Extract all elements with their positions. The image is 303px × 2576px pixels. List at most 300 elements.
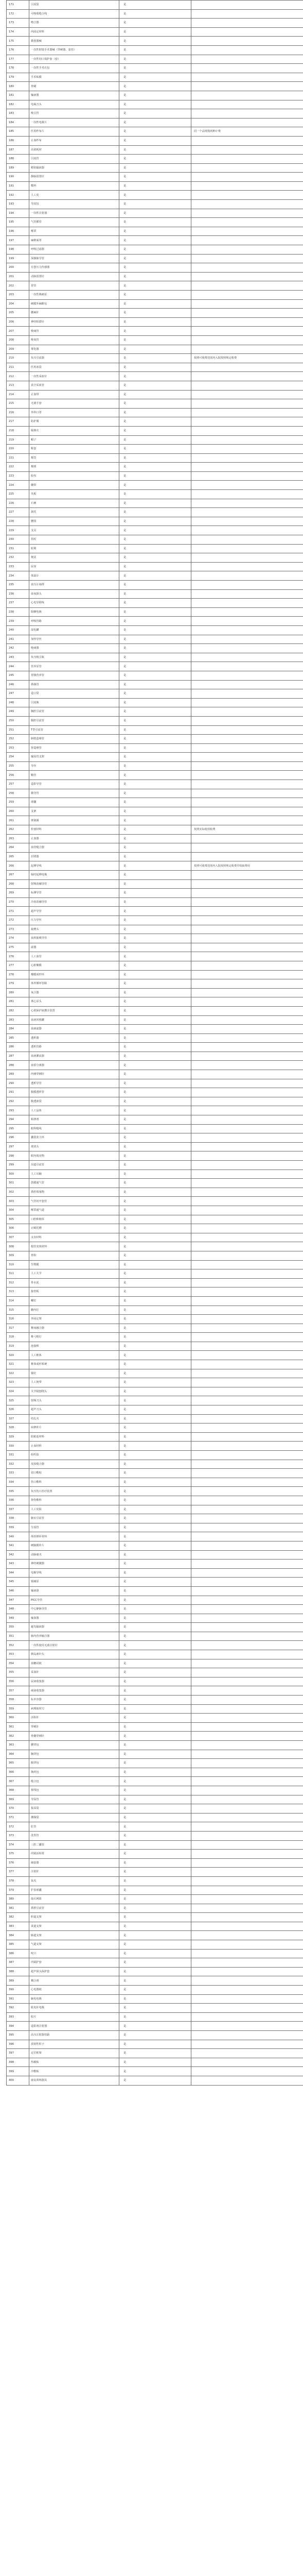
item-name: 造影剂注射器 <box>29 2022 119 2031</box>
item-name: 三腔二囊管 <box>29 1840 119 1850</box>
row-note <box>191 91 303 100</box>
row-number: 183 <box>7 109 29 118</box>
row-number: 299 <box>7 1161 29 1170</box>
item-name: 透析管路 <box>29 1043 119 1052</box>
row-number: 255 <box>7 761 29 771</box>
item-name: 帽子 <box>29 435 119 445</box>
row-note <box>191 1333 303 1342</box>
charge-flag: 是 <box>119 689 191 699</box>
table-row <box>7 599 303 608</box>
charge-flag: 是 <box>119 1070 191 1079</box>
charge-flag: 是 <box>119 707 191 717</box>
item-name: 雾化器 <box>29 345 119 354</box>
row-number: 254 <box>7 753 29 762</box>
table-row <box>7 499 303 508</box>
charge-flag: 是 <box>119 426 191 435</box>
item-name: 病理取材刀 <box>29 1704 119 1714</box>
charge-flag: 是 <box>119 1904 191 1913</box>
table-row <box>7 254 303 263</box>
table-row <box>7 1324 303 1333</box>
row-note <box>191 1015 303 1025</box>
row-number: 375 <box>7 1850 29 1859</box>
table-row <box>7 2040 303 2049</box>
row-number: 209 <box>7 345 29 354</box>
item-name: 胶片 <box>29 2012 119 2022</box>
item-name: 根管充填材料 <box>29 1242 119 1251</box>
charge-flag: 是 <box>119 1596 191 1605</box>
item-name: 人工韧带 <box>29 1378 119 1387</box>
item-name: 耦合剂 <box>29 1976 119 1986</box>
row-number: 343 <box>7 1560 29 1569</box>
table-row <box>7 771 303 780</box>
charge-flag: 是 <box>119 1704 191 1714</box>
row-number: 338 <box>7 1514 29 1523</box>
table-row <box>7 281 303 291</box>
row-number: 282 <box>7 1006 29 1015</box>
item-name: 螺钉 <box>29 1296 119 1306</box>
table-row <box>7 82 303 91</box>
row-note <box>191 1088 303 1097</box>
row-number: 377 <box>7 1868 29 1877</box>
row-note <box>191 1514 303 1523</box>
row-note <box>191 2004 303 2013</box>
table-row <box>7 1106 303 1115</box>
item-name: 超声导管 <box>29 907 119 916</box>
item-name: 泪道引流管 <box>29 1161 119 1170</box>
charge-flag: 是 <box>119 1958 191 1968</box>
item-name: 圈套器 <box>29 1858 119 1868</box>
charge-flag: 是 <box>119 753 191 762</box>
table-row <box>7 73 303 82</box>
table-row <box>7 1994 303 2004</box>
row-number: 216 <box>7 408 29 417</box>
table-row <box>7 345 303 354</box>
table-row <box>7 625 303 635</box>
table-row <box>7 581 303 590</box>
row-note <box>191 309 303 318</box>
row-note <box>191 19 303 28</box>
row-number: 373 <box>7 1831 29 1840</box>
table-row <box>7 662 303 671</box>
charge-flag: 是 <box>119 1460 191 1469</box>
item-name: 胃肠营养管 <box>29 671 119 680</box>
item-name: 钛夹 <box>29 1876 119 1886</box>
item-name: 脑电电极 <box>29 1994 119 2004</box>
row-note <box>191 1704 303 1714</box>
table-row <box>7 236 303 245</box>
charge-flag: 是 <box>119 1632 191 1641</box>
item-name: 心电导联线 <box>29 599 119 608</box>
table-row <box>7 1033 303 1043</box>
charge-flag: 是 <box>119 263 191 273</box>
row-number: 270 <box>7 897 29 907</box>
item-name: 尿壶 <box>29 562 119 571</box>
row-note <box>191 1097 303 1106</box>
table-row <box>7 1596 303 1605</box>
row-note <box>191 363 303 372</box>
charge-flag: 是 <box>119 191 191 200</box>
table-row <box>7 481 303 490</box>
charge-flag: 是 <box>119 861 191 871</box>
charge-flag: 是 <box>119 2004 191 2013</box>
row-note <box>191 445 303 454</box>
charge-flag: 是 <box>119 1451 191 1460</box>
table-row <box>7 1333 303 1342</box>
item-name: 麻醉面罩 <box>29 236 119 245</box>
charge-flag: 是 <box>119 1015 191 1025</box>
charge-flag: 是 <box>119 299 191 309</box>
row-number: 187 <box>7 145 29 155</box>
table-row <box>7 1478 303 1487</box>
row-note <box>191 1414 303 1423</box>
table-row <box>7 897 303 907</box>
item-name: 深静脉导管 <box>29 254 119 263</box>
row-number: 190 <box>7 173 29 182</box>
row-number: 357 <box>7 1686 29 1696</box>
item-name: 离心泵头 <box>29 997 119 1007</box>
table-row <box>7 825 303 835</box>
row-number: 276 <box>7 952 29 961</box>
charge-flag: 是 <box>119 445 191 454</box>
charge-flag: 是 <box>119 1541 191 1550</box>
charge-flag: 是 <box>119 997 191 1007</box>
item-name: 骨水泥 <box>29 1278 119 1287</box>
charge-flag: 是 <box>119 1206 191 1215</box>
charge-flag: 是 <box>119 1913 191 1922</box>
table-row <box>7 45 303 55</box>
row-note <box>191 263 303 273</box>
table-row <box>7 181 303 191</box>
item-name: 外固定架 <box>29 1315 119 1324</box>
row-number: 398 <box>7 2058 29 2067</box>
table-row <box>7 934 303 943</box>
row-number: 283 <box>7 1015 29 1025</box>
row-number: 372 <box>7 1822 29 1832</box>
row-number: 290 <box>7 1079 29 1088</box>
charge-flag: 是 <box>119 1813 191 1822</box>
row-number: 224 <box>7 481 29 490</box>
row-number: 353 <box>7 1650 29 1659</box>
table-row <box>7 335 303 345</box>
item-name: 高压注射器管路 <box>29 2031 119 2040</box>
table-row <box>7 979 303 989</box>
row-number: 221 <box>7 453 29 463</box>
item-name: 引流瓶 <box>29 698 119 707</box>
row-note <box>191 1079 303 1088</box>
table-row <box>7 1958 303 1968</box>
row-number: 225 <box>7 490 29 499</box>
row-note <box>191 1124 303 1133</box>
item-name: 有创压力传感器 <box>29 263 119 273</box>
row-number: 317 <box>7 1324 29 1333</box>
charge-flag: 是 <box>119 743 191 753</box>
item-name: 球囊 <box>29 798 119 807</box>
item-name: 瓣膜成形环 <box>29 970 119 979</box>
table-row <box>7 1677 303 1686</box>
item-name: 临时起搏电极 <box>29 871 119 880</box>
row-number: 302 <box>7 1188 29 1197</box>
row-note <box>191 1750 303 1759</box>
charge-flag: 是 <box>119 1025 191 1034</box>
item-name: 血管缝合器 <box>29 843 119 853</box>
charge-flag: 是 <box>119 372 191 381</box>
row-note <box>191 490 303 499</box>
item-name: 输血器 <box>29 1614 119 1623</box>
table-row <box>7 1469 303 1478</box>
table-row <box>7 997 303 1007</box>
table-body <box>7 1 303 2086</box>
charge-flag: 是 <box>119 73 191 82</box>
item-name: 连接棒 <box>29 1342 119 1351</box>
table-row <box>7 861 303 871</box>
table-row <box>7 109 303 118</box>
row-note <box>191 145 303 155</box>
row-number: 207 <box>7 327 29 336</box>
charge-flag: 是 <box>119 100 191 109</box>
row-note <box>191 317 303 327</box>
row-note <box>191 761 303 771</box>
table-row <box>7 1342 303 1351</box>
charge-flag: 是 <box>119 1976 191 1986</box>
row-number: 304 <box>7 1206 29 1215</box>
table-row <box>7 1722 303 1732</box>
charge-flag: 是 <box>119 345 191 354</box>
item-name: 椎体成形系统 <box>29 1360 119 1369</box>
row-number: 232 <box>7 553 29 563</box>
charge-flag: 是 <box>119 1278 191 1287</box>
row-number: 227 <box>7 508 29 517</box>
row-number: 333 <box>7 1469 29 1478</box>
row-number: 208 <box>7 335 29 345</box>
row-note <box>191 1025 303 1034</box>
row-number: 318 <box>7 1333 29 1342</box>
row-number: 226 <box>7 499 29 508</box>
row-note <box>191 1188 303 1197</box>
table-row <box>7 680 303 689</box>
table-row <box>7 1759 303 1768</box>
item-name: 弹簧圈 <box>29 816 119 825</box>
table-row <box>7 1405 303 1415</box>
charge-flag: 是 <box>119 118 191 127</box>
row-number: 186 <box>7 136 29 145</box>
table-row <box>7 789 303 798</box>
item-name: 标本容器 <box>29 1696 119 1705</box>
item-name: 防护服 <box>29 417 119 427</box>
row-note <box>191 1496 303 1505</box>
charge-flag: 是 <box>119 463 191 472</box>
table-row <box>7 27 303 37</box>
charge-flag: 是 <box>119 1088 191 1097</box>
row-note <box>191 571 303 581</box>
row-number: 366 <box>7 1768 29 1777</box>
table-row <box>7 707 303 717</box>
charge-flag: 是 <box>119 1387 191 1396</box>
row-number: 303 <box>7 1197 29 1206</box>
item-name: 防粘连材料 <box>29 1432 119 1442</box>
row-note <box>191 1677 303 1686</box>
row-note <box>191 1532 303 1541</box>
table-row <box>7 1260 303 1269</box>
row-number: 228 <box>7 517 29 526</box>
row-note <box>191 1641 303 1650</box>
row-note <box>191 526 303 535</box>
row-note <box>191 879 303 889</box>
table-row <box>7 471 303 481</box>
table-row <box>7 1387 303 1396</box>
row-number: 288 <box>7 1061 29 1070</box>
charge-flag: 是 <box>119 1188 191 1197</box>
table-row <box>7 55 303 64</box>
row-number: 264 <box>7 843 29 853</box>
row-number: 360 <box>7 1714 29 1723</box>
item-name: 拆线包 <box>29 1786 119 1795</box>
row-number: 356 <box>7 1677 29 1686</box>
row-note <box>191 100 303 109</box>
table-row <box>7 1179 303 1188</box>
row-number: 279 <box>7 979 29 989</box>
item-name: T型引流管 <box>29 725 119 735</box>
row-note <box>191 236 303 245</box>
item-name: 输液器 <box>29 91 119 100</box>
row-note <box>191 1741 303 1750</box>
table-row <box>7 309 303 318</box>
charge-flag: 是 <box>119 680 191 689</box>
table-row <box>7 1442 303 1451</box>
item-name: 心电图纸 <box>29 1986 119 1995</box>
row-number: 185 <box>7 127 29 137</box>
table-row <box>7 1876 303 1886</box>
charge-flag: 是 <box>119 1668 191 1677</box>
charge-flag: 是 <box>119 1442 191 1451</box>
row-note <box>191 1650 303 1659</box>
table-row <box>7 943 303 952</box>
table-row <box>7 490 303 499</box>
item-name: 可吸收缝合线 <box>29 9 119 19</box>
row-number: 326 <box>7 1405 29 1415</box>
row-number: 316 <box>7 1315 29 1324</box>
charge-flag: 是 <box>119 1179 191 1188</box>
row-note <box>191 834 303 843</box>
row-note <box>191 1759 303 1768</box>
row-number: 233 <box>7 562 29 571</box>
row-number: 294 <box>7 1115 29 1125</box>
item-name: 夹板 <box>29 490 119 499</box>
item-name: 超声刀头 <box>29 1405 119 1415</box>
charge-flag: 是 <box>119 1033 191 1043</box>
charge-flag: 是 <box>119 91 191 100</box>
row-number: 345 <box>7 1578 29 1587</box>
row-note <box>191 607 303 617</box>
item-name: 内镜护套 <box>29 1958 119 1968</box>
row-note <box>191 1560 303 1569</box>
item-name: 灌肠袋 <box>29 1813 119 1822</box>
charge-flag: 是 <box>119 988 191 997</box>
charge-flag: 是 <box>119 1850 191 1859</box>
charge-flag: 是 <box>119 1922 191 1931</box>
table-row <box>7 852 303 861</box>
item-name: 注射针 <box>29 1868 119 1877</box>
charge-flag: 是 <box>119 1115 191 1125</box>
item-name: 脑室引流管 <box>29 1514 119 1523</box>
charge-flag: 是 <box>119 517 191 526</box>
row-number: 355 <box>7 1668 29 1677</box>
charge-flag: 是 <box>119 1686 191 1696</box>
item-name: 医用冰袋 <box>29 363 119 372</box>
row-number: 261 <box>7 816 29 825</box>
row-number: 174 <box>7 27 29 37</box>
charge-flag: 是 <box>119 589 191 599</box>
charge-flag: 是 <box>119 1940 191 1950</box>
item-name: 除颤电极 <box>29 607 119 617</box>
item-name: 氧合器 <box>29 988 119 997</box>
charge-flag: 是 <box>119 1360 191 1369</box>
row-note <box>191 1850 303 1859</box>
row-note <box>191 399 303 409</box>
item-name: 眼科缝线 <box>29 1124 119 1133</box>
row-note <box>191 1369 303 1378</box>
table-row <box>7 1623 303 1632</box>
charge-flag: 是 <box>119 317 191 327</box>
charge-flag: 是 <box>119 1369 191 1378</box>
row-note <box>191 1686 303 1696</box>
row-number: 222 <box>7 463 29 472</box>
item-name: 鞘管 <box>29 771 119 780</box>
table-row <box>7 1578 303 1587</box>
row-note <box>191 73 303 82</box>
row-note <box>191 997 303 1007</box>
row-number: 215 <box>7 399 29 409</box>
item-name: 支具 <box>29 526 119 535</box>
item-name: 静脉留置针 <box>29 173 119 182</box>
charge-flag: 是 <box>119 1233 191 1242</box>
row-number: 309 <box>7 1251 29 1260</box>
row-number: 172 <box>7 9 29 19</box>
row-note <box>191 191 303 200</box>
row-number: 331 <box>7 1451 29 1460</box>
row-note <box>191 1623 303 1632</box>
table-row <box>7 1306 303 1315</box>
row-number: 248 <box>7 698 29 707</box>
charge-flag: 是 <box>119 173 191 182</box>
row-note <box>191 291 303 300</box>
charge-flag: 是 <box>119 381 191 390</box>
item-name: 洗胃管 <box>29 1831 119 1840</box>
row-number: 192 <box>7 191 29 200</box>
item-name: 椎间融合器 <box>29 1324 119 1333</box>
charge-flag: 是 <box>119 399 191 409</box>
charge-flag: 是 <box>119 925 191 934</box>
item-name: 冷敷贴 <box>29 2067 119 2076</box>
row-number: 301 <box>7 1179 29 1188</box>
row-note <box>191 671 303 680</box>
row-number: 204 <box>7 299 29 309</box>
table-row <box>7 2058 303 2067</box>
row-number: 249 <box>7 707 29 717</box>
row-number: 253 <box>7 743 29 753</box>
row-number: 323 <box>7 1378 29 1387</box>
row-note <box>191 1278 303 1287</box>
table-row <box>7 1886 303 1895</box>
row-note <box>191 390 303 399</box>
row-note <box>191 64 303 73</box>
charge-flag: 是 <box>119 789 191 798</box>
charge-flag: 是 <box>119 1560 191 1569</box>
charge-flag: 是 <box>119 1795 191 1804</box>
table-row <box>7 1550 303 1560</box>
row-note <box>191 1396 303 1405</box>
item-name: 导尿管 <box>29 1795 119 1804</box>
table-row <box>7 1514 303 1523</box>
